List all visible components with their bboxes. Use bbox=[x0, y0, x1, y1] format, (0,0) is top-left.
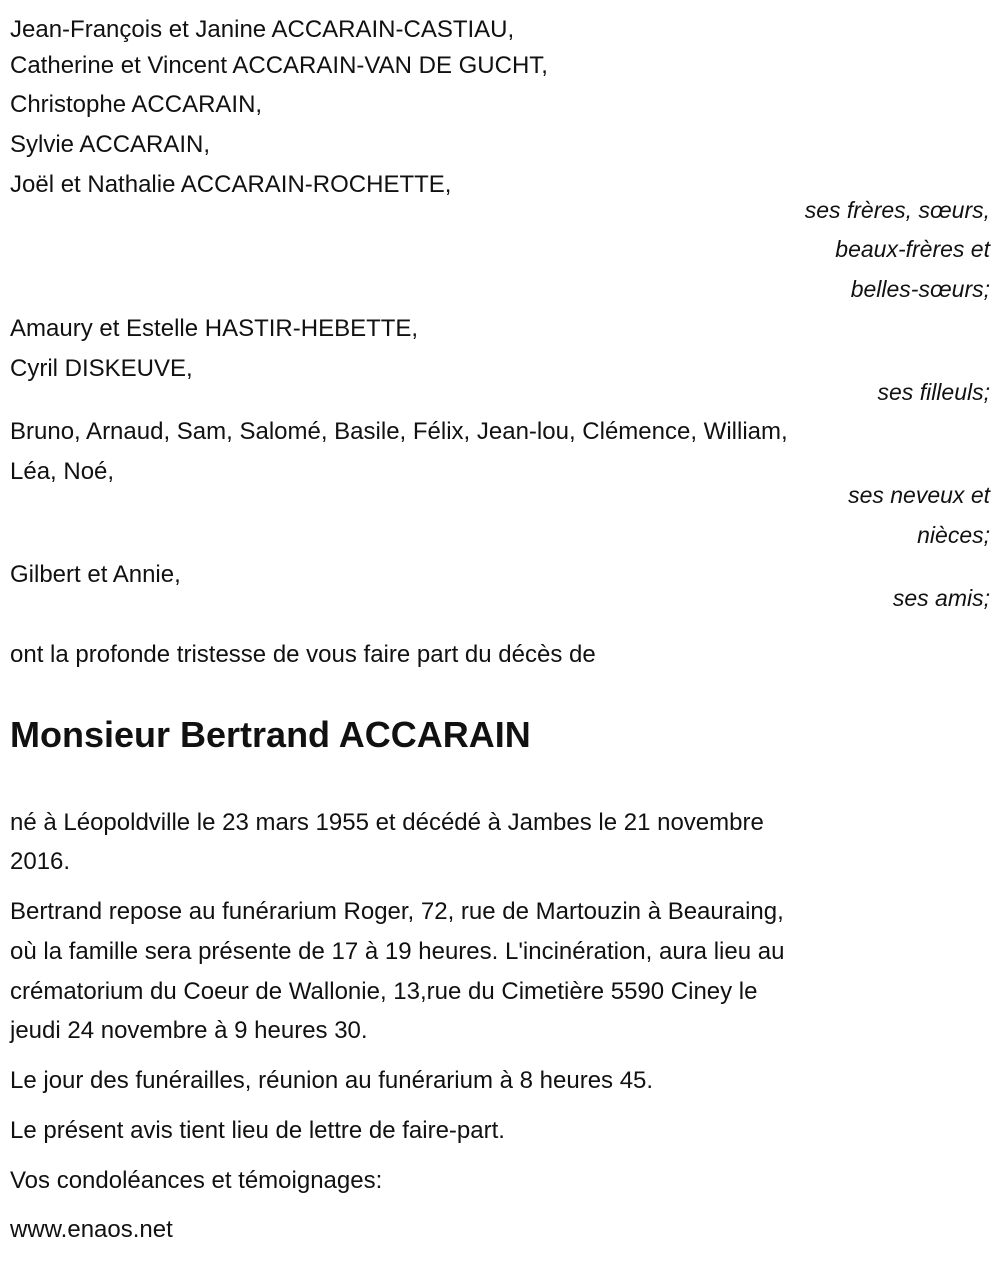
nephews-line: Léa, Noé, bbox=[10, 458, 115, 485]
nephews-role: nièces; bbox=[917, 522, 990, 548]
deceased-name: Monsieur Bertrand ACCARAIN bbox=[10, 714, 531, 755]
details-line: Bertrand repose au funérarium Roger, 72, rue de Martouzin à Beauraing, bbox=[10, 898, 784, 925]
sibling-line: Joël et Nathalie ACCARAIN-ROCHETTE, bbox=[10, 171, 452, 198]
notice: Le présent avis tient lieu de lettre de faire-part. bbox=[10, 1117, 505, 1144]
sibling-line: Catherine et Vincent ACCARAIN-VAN DE GUCHT, bbox=[10, 52, 548, 79]
siblings-role: ses frères, sœurs, bbox=[804, 197, 990, 223]
godchild-line: Amaury et Estelle HASTIR-HEBETTE, bbox=[10, 315, 419, 342]
funeral-day: Le jour des funérailles, réunion au funérarium à 8 heures 45. bbox=[10, 1067, 654, 1094]
birth-death-line: né à Léopoldville le 23 mars 1955 et décédé à Jambes le 21 novembre bbox=[10, 809, 764, 836]
sibling-line: Jean-François et Janine ACCARAIN-CASTIAU, bbox=[10, 16, 515, 43]
siblings-role: beaux-frères et bbox=[835, 236, 990, 262]
announcement: ont la profonde tristesse de vous faire part du décès de bbox=[10, 641, 596, 668]
friends-line: Gilbert et Annie, bbox=[10, 561, 181, 588]
godchildren-role: ses filleuls; bbox=[877, 379, 990, 405]
details-line: crématorium du Coeur de Wallonie, 13,rue du Cimetière 5590 Ciney le bbox=[10, 978, 758, 1005]
godchild-line: Cyril DISKEUVE, bbox=[10, 355, 193, 382]
friends-role: ses amis; bbox=[892, 585, 990, 611]
condolences-label: Vos condoléances et témoignages: bbox=[10, 1167, 383, 1194]
siblings-role: belles-sœurs; bbox=[850, 276, 990, 302]
sibling-line: Sylvie ACCARAIN, bbox=[10, 131, 211, 158]
sibling-line: Christophe ACCARAIN, bbox=[10, 91, 263, 118]
birth-death-line: 2016. bbox=[10, 848, 71, 875]
website-link[interactable]: www.enaos.net bbox=[10, 1216, 173, 1243]
nephews-role: ses neveux et bbox=[848, 482, 990, 508]
details-line: jeudi 24 novembre à 9 heures 30. bbox=[10, 1017, 368, 1044]
nephews-line: Bruno, Arnaud, Sam, Salomé, Basile, Félix, Jean-lou, Clémence, William, bbox=[10, 418, 788, 445]
details-line: où la famille sera présente de 17 à 19 heures. L'incinération, aura lieu au bbox=[10, 938, 785, 965]
